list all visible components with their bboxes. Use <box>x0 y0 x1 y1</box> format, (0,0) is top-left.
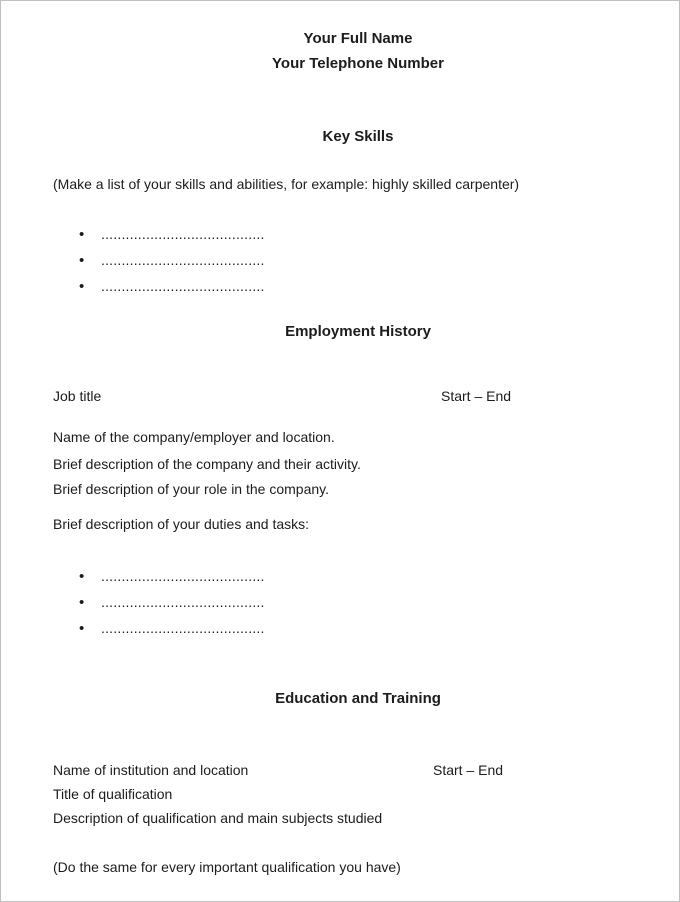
fill-in-line: ........................................ <box>101 252 265 268</box>
education-note: (Do the same for every important qualification you have) <box>53 859 401 875</box>
bullet-marker: • <box>79 252 85 269</box>
bullet-marker: • <box>79 226 85 243</box>
institution-label: Name of institution and location <box>53 762 249 778</box>
bullet-marker: • <box>79 568 85 585</box>
fill-in-line: ........................................ <box>101 620 265 636</box>
duties-label: Brief description of your duties and tasks: <box>53 516 310 532</box>
bullet-marker: • <box>79 620 85 637</box>
role-description-line: Brief description of your role in the company. <box>53 481 329 497</box>
company-name-line: Name of the company/employer and location. <box>53 429 335 445</box>
fill-in-line: ........................................ <box>101 568 265 584</box>
telephone-heading: Your Telephone Number <box>272 55 444 72</box>
fill-in-line: ........................................ <box>101 594 265 610</box>
skills-bullet-item <box>79 252 265 269</box>
fill-in-line: ........................................ <box>101 278 265 294</box>
fill-in-line: ........................................ <box>101 226 265 242</box>
employment-dates: Start – End <box>441 388 512 404</box>
education-header-row <box>53 762 663 779</box>
employment-title: Employment History <box>285 323 431 340</box>
qualification-description-line: Description of qualification and main subjects studied <box>53 810 383 826</box>
bullet-marker: • <box>79 594 85 611</box>
employment-header-row <box>53 388 663 405</box>
education-dates: Start – End <box>433 762 504 778</box>
job-title-label: Job title <box>53 388 102 404</box>
key-skills-title: Key Skills <box>322 128 394 145</box>
skills-bullet-item <box>79 226 265 243</box>
duties-bullet-item <box>79 594 265 611</box>
qualification-title-line: Title of qualification <box>53 786 173 802</box>
company-description-line: Brief description of the company and their activity. <box>53 456 361 472</box>
education-title: Education and Training <box>275 690 441 707</box>
duties-bullet-item <box>79 620 265 637</box>
full-name-heading: Your Full Name <box>303 30 413 47</box>
bullet-marker: • <box>79 278 85 295</box>
duties-bullet-item <box>79 568 265 585</box>
key-skills-hint: (Make a list of your skills and abilities, for example: highly skilled carpenter) <box>53 176 520 192</box>
skills-bullet-item <box>79 278 265 295</box>
